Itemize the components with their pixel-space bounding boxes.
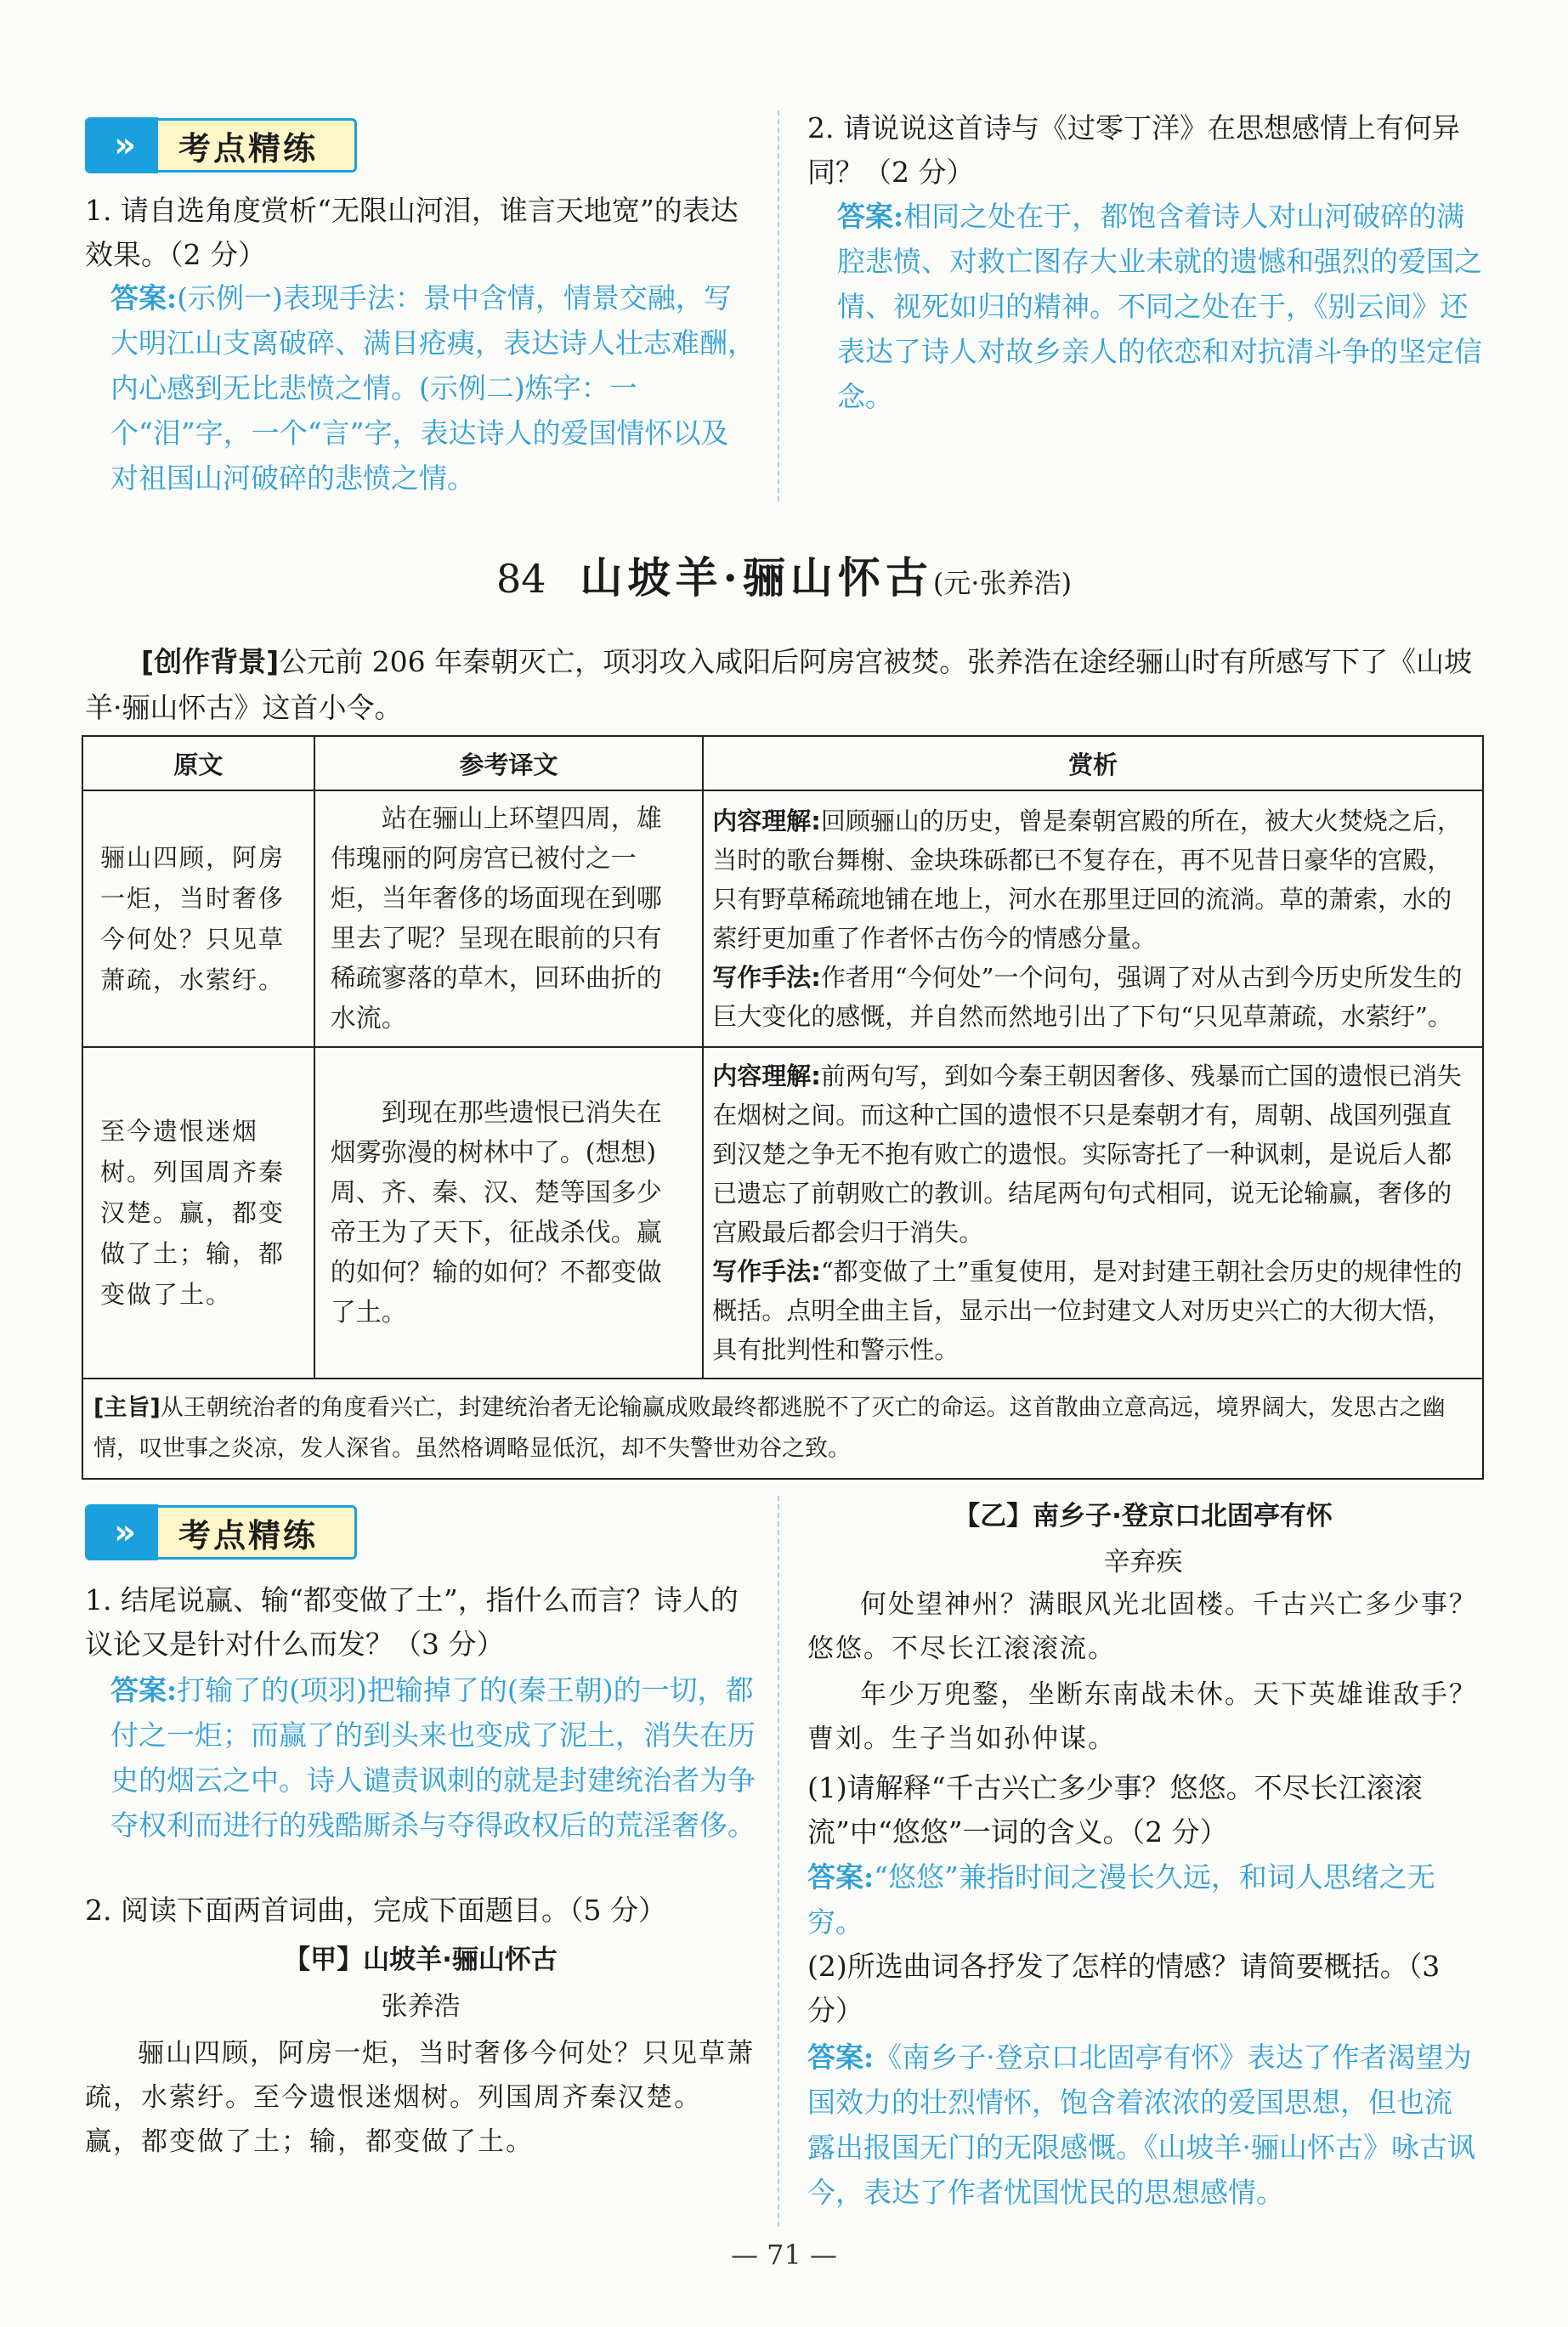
column-divider <box>778 1496 779 2227</box>
badge-title: 考点精练 <box>158 1505 357 1560</box>
background-paragraph <box>85 639 1487 731</box>
poem-b-stanza-1: 何处望神州？满眼风光北固楼。千古兴亡多少事？悠悠。不尽长江滚滚流。 <box>807 1589 1477 1664</box>
background-label: [创作背景] <box>141 645 280 678</box>
section-title: 山坡羊·骊山怀古 <box>580 552 933 603</box>
analysis-technique: 作者用“今何处”一个问句，强调了对从古到今历史所发生的巨大变化的感慨，并自然而然地引出了下句“只见草萧疏，水萦纡”。 <box>712 963 1463 1031</box>
double-chevron-icon: » <box>85 117 158 173</box>
answer-label: 答案: <box>110 281 178 314</box>
table-header-row <box>82 736 1483 790</box>
table-row <box>82 1047 1483 1379</box>
theme-row <box>82 1379 1483 1479</box>
theme-text: 从王朝统治者的角度看兴亡，封建统治者无论输赢成败最终都逃脱不了灭亡的命运。这首散曲立意高远，境界阔大，发思古之幽情，叹世事之炎凉，发人深省。虽然格调略显低沉，却不失警世劝谷之致。 <box>93 1395 1446 1462</box>
double-chevron-icon: » <box>85 1504 158 1560</box>
answer-text: “悠悠”兼指时间之漫长久远，和词人思绪之无穷。 <box>807 1860 1435 1939</box>
answer-label: 答案: <box>807 1860 875 1894</box>
answer-1-bottom <box>110 1667 756 1848</box>
answer-2-2 <box>807 2035 1479 2215</box>
poem-b-title: 【乙】南乡子·登京口北固亭有怀 <box>954 1501 1333 1532</box>
header-translation: 参考译文 <box>314 736 704 790</box>
page-number: — 71 — <box>730 2239 838 2271</box>
section-badge-bottom <box>85 1504 357 1560</box>
analysis-content: 回顾骊山的历史，曾是秦朝宫殿的所在，被大火焚烧之后，当时的歌台舞榭、金块珠砾都已不复存在，再不见昔日豪华的宫殿，只有野草稀疏地铺在地上，河水在那里迂回的流淌。草的萧索，水的萦纡更加重了作者怀古伤今的情感分量。 <box>712 807 1462 953</box>
analysis-table <box>82 735 1484 1480</box>
badge-title: 考点精练 <box>158 118 357 173</box>
question-1-bottom: 1. 结尾说赢、输“都变做了土”，指什么而言？诗人的议论又是针对什么而发？（3 分） <box>85 1583 739 1661</box>
cell-translation: 站在骊山上环望四周，雄伟瑰丽的阿房宫已被付之一炬，当年奢侈的场面现在到哪里去了呢？呈现在眼前的只有稀疏寥落的草木，回环曲折的水流。 <box>314 790 704 1047</box>
header-analysis: 赏析 <box>703 736 1483 790</box>
kw-technique: 写作手法: <box>712 963 821 992</box>
poem-b-stanza-2: 年少万兜鍪，坐断东南战未休。天下英雄谁敌手？曹刘。生子当如孙仲谋。 <box>807 1679 1477 1754</box>
analysis-content: 前两句写，到如今秦王朝因奢侈、残暴而亡国的遗恨已消失在烟树之间。而这种亡国的遗恨不只是秦朝才有，周朝、战国列强直到汉楚之争无不抱有败亡的遗恨。实际寄托了一种讽刺，是说后人都已遗忘了前朝败亡的教训。结尾两句句式相同，说无论输赢，奢侈的宫殿最后都会归于消失。 <box>712 1062 1462 1247</box>
question-2-1: (1)请解释“千古兴亡多少事？悠悠。不尽长江滚滚流”中“悠悠”一词的含义。（2 分） <box>807 1771 1423 1849</box>
answer-text: (示例一)表现手法：景中含情，情景交融，写大明江山支离破碎、满目疮痍，表达诗人壮志难酬，内心感到无比悲愤之情。(示例二)炼字：一个“泪”字，一个“言”字，表达诗人的爱国情怀以及对祖国山河破碎的悲愤之情。 <box>110 281 756 495</box>
analysis-technique: “都变做了土”重复使用，是对封建王朝社会历史的规律性的概括。点明全曲主旨，显示出一位封建文人对历史兴亡的大彻大悟，具有批判性和警示性。 <box>712 1257 1463 1364</box>
question-2-2: (2)所选曲词各抒发了怎样的情感？请简要概括。（3 分） <box>807 1950 1441 2027</box>
poem-a-author: 张养浩 <box>381 1991 461 2022</box>
table-row <box>82 790 1483 1047</box>
kw-content: 内容理解: <box>712 807 821 835</box>
poem-a-text: 骊山四顾，阿房一炬，当时奢侈今何处？只见草萧疏，水萦纡。至今遗恨迷烟树。列国周齐秦汉楚。赢，都变做了土；输，都变做了土。 <box>85 2038 755 2157</box>
section-subtitle: (元·张养浩) <box>932 567 1073 599</box>
theme-label: [主旨] <box>93 1395 161 1421</box>
answer-2-top <box>837 194 1483 419</box>
section-number: 84 <box>495 556 546 602</box>
column-divider <box>778 110 779 501</box>
answer-1-top <box>110 275 756 501</box>
poem-a-title: 【甲】山坡羊·骊山怀古 <box>284 1945 558 1975</box>
answer-label: 答案: <box>837 200 904 233</box>
cell-original: 骊山四顾，阿房一炬，当时奢侈今何处？只见草萧疏，水萦纡。 <box>82 790 314 1047</box>
kw-content: 内容理解: <box>712 1062 821 1090</box>
answer-label: 答案: <box>807 2041 875 2074</box>
answer-text: 打输了的(项羽)把输掉了的(秦王朝)的一切，都付之一炬；而赢了的到头来也变成了泥土，消失在历史的烟云之中。诗人谴责讽刺的就是封建统治者为争夺权利而进行的残酷厮杀与夺得政权后的荒淫奢侈。 <box>110 1673 756 1842</box>
kw-technique: 写作手法: <box>712 1257 821 1286</box>
cell-original: 至今遗恨迷烟树。列国周齐秦汉楚。赢，都变做了土；输，都变做了土。 <box>82 1047 314 1379</box>
answer-label: 答案: <box>110 1673 178 1707</box>
section-badge-top <box>85 117 357 173</box>
header-original: 原文 <box>82 736 314 790</box>
answer-text: 《南乡子·登京口北固亭有怀》表达了作者渴望为国效力的壮烈情怀，饱含着浓浓的爱国思想，但也流露出报国无门的无限感慨。《山坡羊·骊山怀古》咏古讽今，表达了作者忧国忧民的思想感情。 <box>807 2041 1475 2209</box>
cell-translation: 到现在那些遗恨已消失在烟雾弥漫的树林中了。(想想)周、齐、秦、汉、楚等国多少帝王为了天下，征战杀伐。赢的如何？输的如何？不都变做了土。 <box>314 1047 704 1379</box>
question-2-top: 2. 请说说这首诗与《过零丁洋》在思想感情上有何异同？（2 分） <box>807 111 1460 189</box>
cell-theme <box>82 1379 1483 1479</box>
cell-analysis <box>703 790 1483 1047</box>
background-text: 公元前 206 年秦朝灭亡，项羽攻入咸阳后阿房宫被焚。张养浩在途经骊山时有所感写下了《山坡羊·骊山怀古》这首小令。 <box>85 645 1473 724</box>
question-2-bottom: 2. 阅读下面两首词曲，完成下面题目。（5 分） <box>85 1894 666 1927</box>
cell-analysis <box>703 1047 1483 1379</box>
poem-b-author: 辛弃疾 <box>1103 1547 1183 1577</box>
answer-text: 相同之处在于，都饱含着诗人对山河破碎的满腔悲愤、对救亡图存大业未就的遗憾和强烈的爱国之情、视死如归的精神。不同之处在于，《别云间》还表达了诗人对故乡亲人的依恋和对抗清斗争的坚定信念。 <box>837 200 1482 413</box>
answer-2-1 <box>807 1854 1479 1945</box>
section-heading <box>0 544 1568 605</box>
question-1-top: 1. 请自选角度赏析“无限山河泪，谁言天地宽”的表达效果。（2 分） <box>85 194 739 271</box>
